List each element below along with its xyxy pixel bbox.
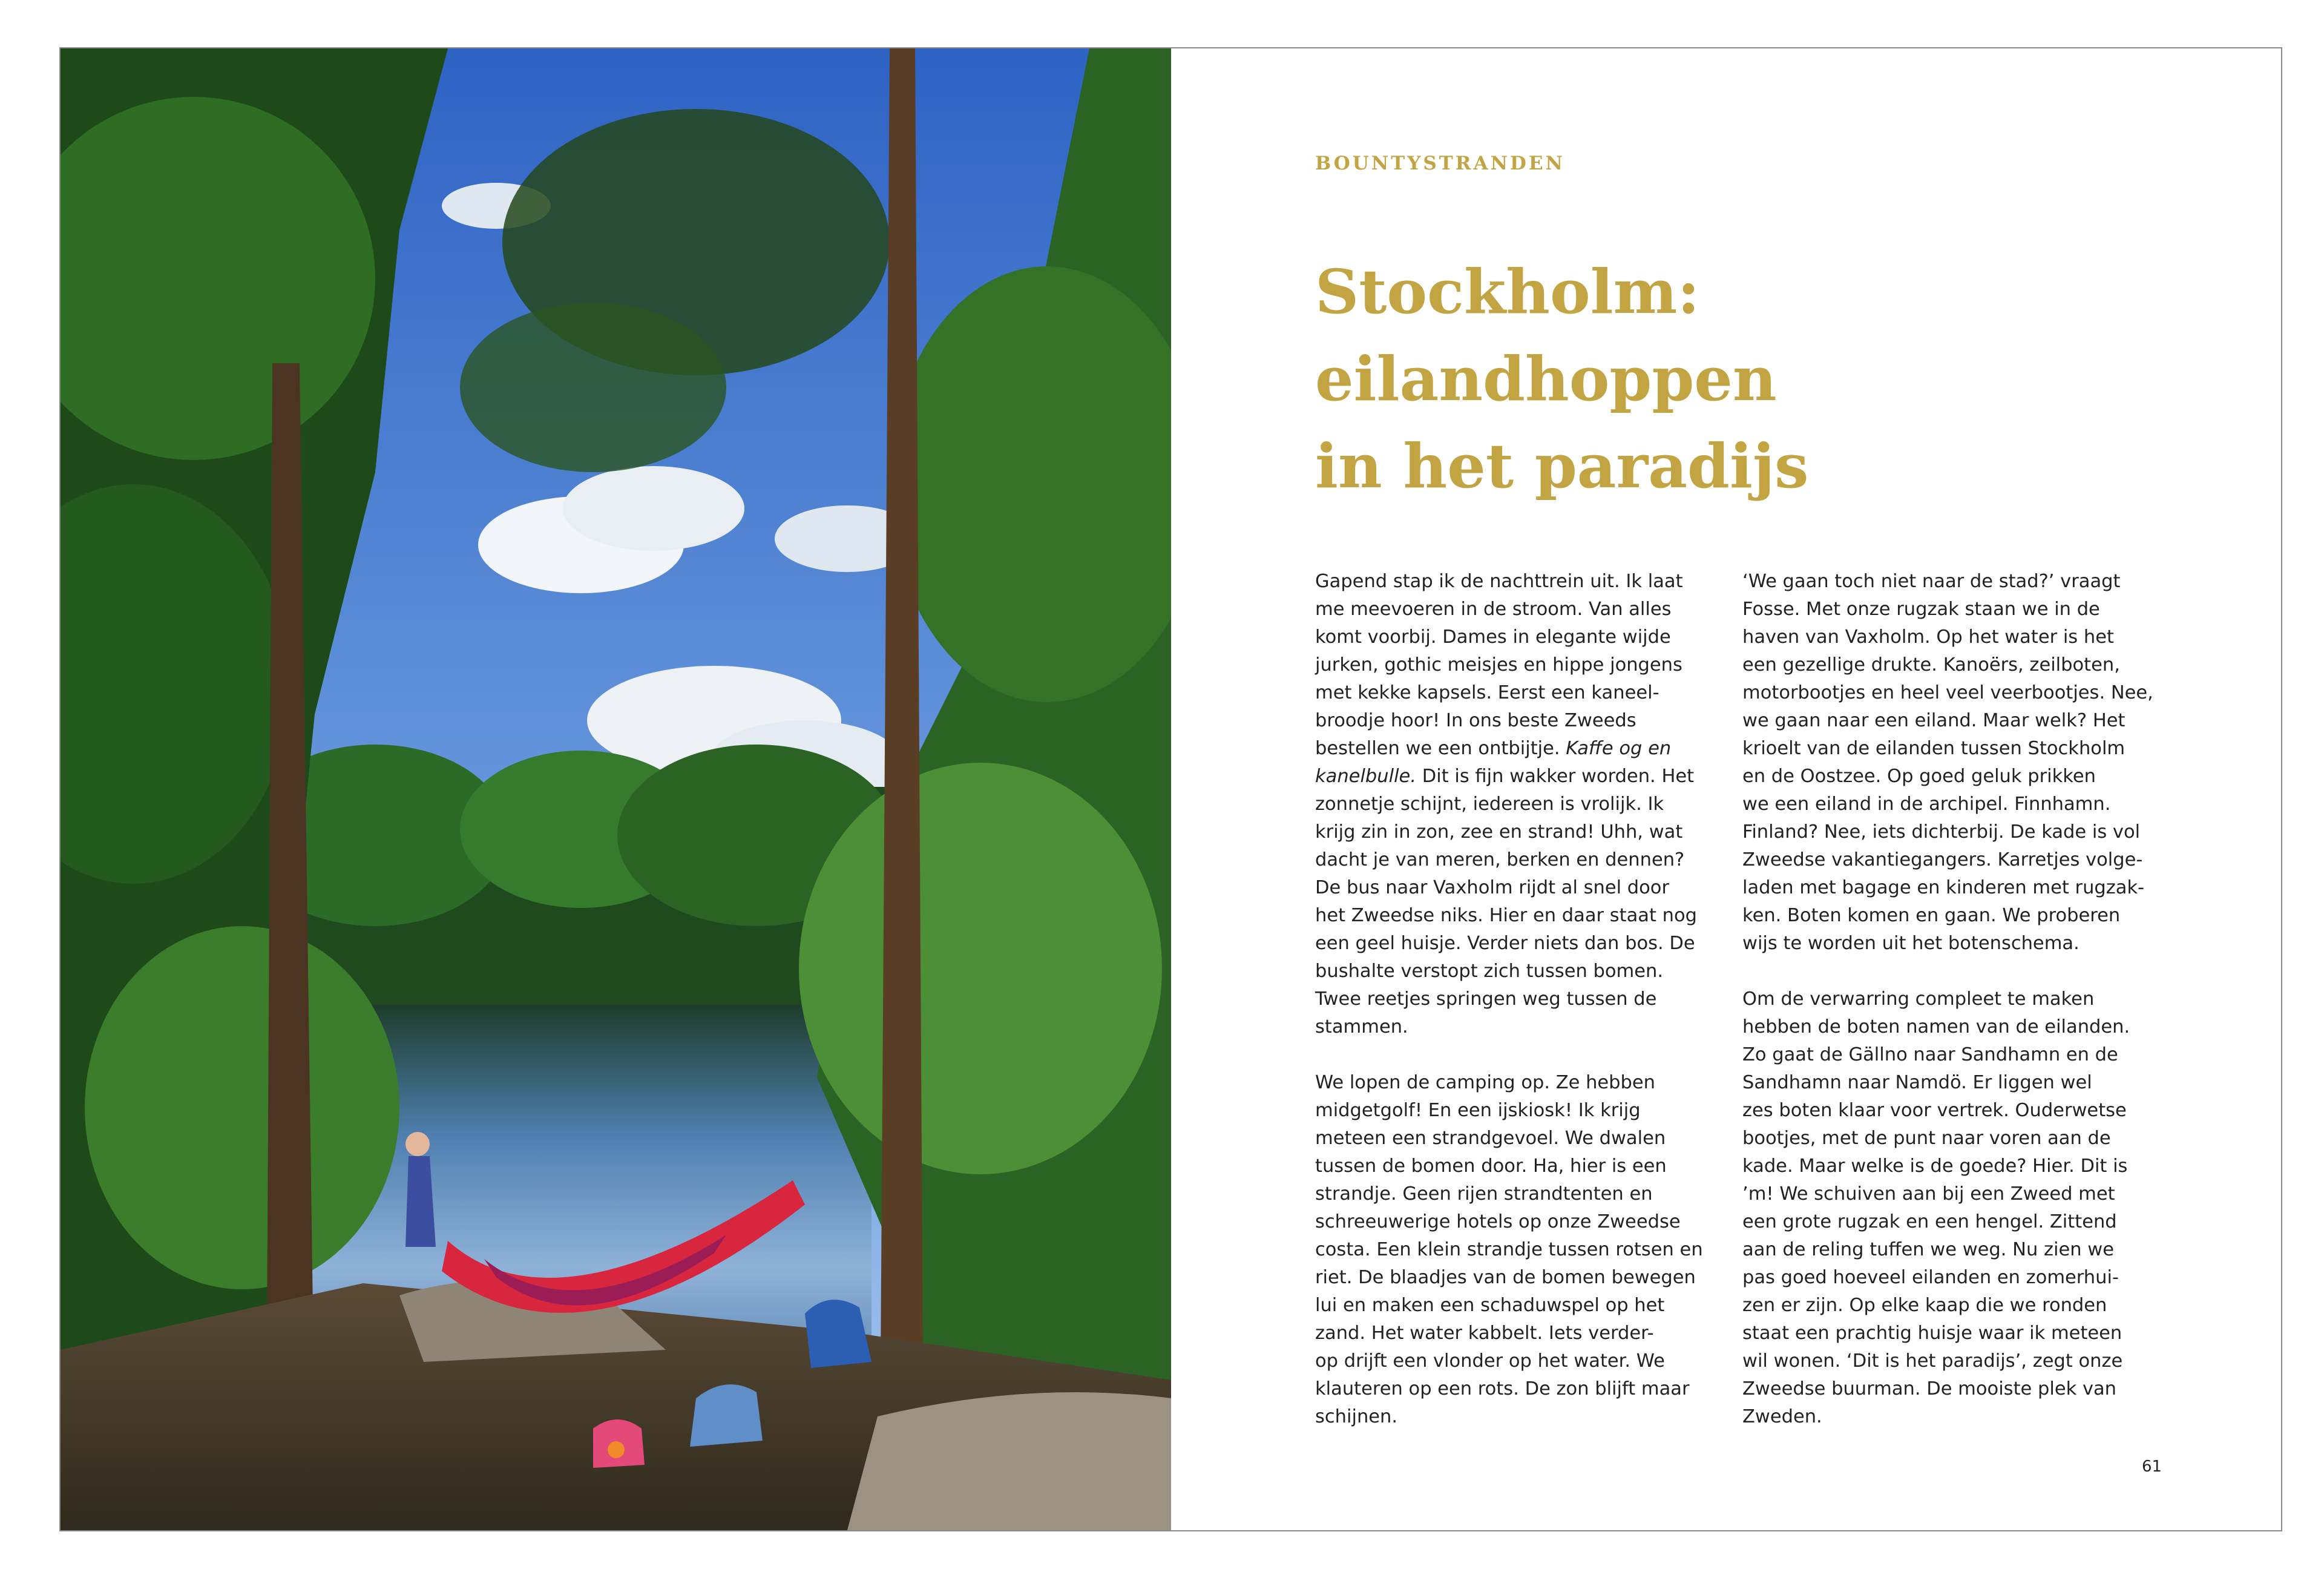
text-line: een gezellige drukte. Kanoërs, zeilboten, (1742, 654, 2120, 676)
text-line: zen er zijn. Op elke kaap die we ronden (1742, 1295, 2107, 1316)
text-line: Finland? Nee, iets dichterbij. De kade is vol (1742, 821, 2141, 843)
text-line: we een eiland in de archipel. Finnhamn. (1742, 794, 2111, 815)
forest-lake-hammock-photo (61, 48, 1171, 1530)
title-line: in het paradijs (1315, 430, 1809, 502)
text-line: komt voorbij. Dames in elegante wijde (1315, 626, 1671, 648)
paragraph (1742, 568, 2154, 958)
text-line: midgetgolf! En een ijskiosk! Ik krijg (1315, 1100, 1641, 1121)
text-segment: bestellen we een ontbijtje. (1315, 738, 1560, 759)
text-line: tussen de bomen door. Ha, hier is een (1315, 1156, 1667, 1177)
text-line: dacht je van meren, berken en dennen? (1315, 849, 1685, 870)
section-kicker: BOUNTYSTRANDEN (1315, 153, 1565, 174)
text-line: en de Oostzee. Op goed geluk prikken (1742, 766, 2096, 787)
text-segment: Dit is fijn wakker worden. Het (1422, 766, 1695, 787)
text-line: Twee reetjes springen weg tussen de (1315, 988, 1657, 1010)
text-line: ’m! We schuiven aan bij een Zweed met (1742, 1183, 2115, 1205)
text-line: meteen een strandgevoel. We dwalen (1315, 1128, 1666, 1149)
text-line: ken. Boten komen en gaan. We proberen (1742, 905, 2121, 926)
italic-phrase: Kaffe og en (1566, 738, 1672, 759)
text-line: Zo gaat de Gällno naar Sandhamn en de (1742, 1044, 2118, 1065)
text-line (1315, 735, 1727, 763)
text-line: een geel huisje. Verder niets dan bos. De (1315, 933, 1695, 954)
page-number: 61 (2142, 1458, 2162, 1476)
text-line: het Zweedse niks. Hier en daar staat nog (1315, 905, 1697, 926)
text-line: me meevoeren in de stroom. Van alles (1315, 599, 1672, 620)
text-line: kade. Maar welke is de goede? Hier. Dit is (1742, 1156, 2128, 1177)
text-line: schijnen. (1315, 1406, 1398, 1427)
text-line (1315, 763, 1727, 791)
title-line: eilandhoppen (1315, 343, 1777, 415)
text-line: pas goed hoeveel eilanden en zomerhui- (1742, 1267, 2119, 1288)
text-line: Om de verwarring compleet te maken (1742, 988, 2095, 1010)
text-line: zonnetje schijnt, iedereen is vrolijk. Ik (1315, 794, 1664, 815)
title-line: Stockholm: (1315, 256, 1700, 327)
text-line: costa. Een klein strandje tussen rotsen en (1315, 1239, 1703, 1260)
text-line: riet. De blaadjes van de bomen bewegen (1315, 1267, 1696, 1288)
text-line: krioelt van de eilanden tussen Stockholm (1742, 738, 2125, 759)
text-line: lui en maken een schaduwspel op het (1315, 1295, 1665, 1316)
text-line: haven van Vaxholm. Op het water is het (1742, 626, 2114, 648)
text-line: staat een prachtig huisje waar ik meteen (1742, 1323, 2122, 1344)
text-line: Zweedse buurman. De mooiste plek van (1742, 1378, 2117, 1399)
text-line: zand. Het water kabbelt. Iets verder- (1315, 1323, 1654, 1344)
italic-phrase: kanelbulle. (1315, 766, 1417, 787)
text-line: Fosse. Met onze rugzak staan we in de (1742, 599, 2100, 620)
paragraph (1315, 1069, 1727, 1431)
text-line: wijs te worden uit het botenschema. (1742, 933, 2079, 954)
text-line: zes boten klaar voor vertrek. Ouderwetse (1742, 1100, 2127, 1121)
paragraph (1315, 568, 1727, 1041)
text-line: met kekke kapsels. Eerst een kaneel- (1315, 682, 1659, 703)
left-column (1315, 568, 1727, 1431)
text-line: De bus naar Vaxholm rijdt al snel door (1315, 877, 1670, 898)
text-line: Gapend stap ik de nachttrein uit. Ik laat (1315, 571, 1683, 592)
text-line: een grote rugzak en een hengel. Zittend (1742, 1211, 2117, 1232)
text-line: strandje. Geen rijen strandtenten en (1315, 1183, 1653, 1205)
text-line: wil wonen. ‘Dit is het paradijs’, zegt onze (1742, 1350, 2123, 1372)
text-line: aan de reling tuffen we weg. Nu zien we (1742, 1239, 2114, 1260)
article-title (1315, 248, 2102, 510)
text-line: broodje hoor! In ons beste Zweeds (1315, 710, 1636, 731)
text-line: laden met bagage en kinderen met rugzak- (1742, 877, 2145, 898)
text-line: bootjes, met de punt naar voren aan de (1742, 1128, 2111, 1149)
text-line: stammen. (1315, 1016, 1408, 1037)
article-page (1171, 48, 2282, 1530)
text-line: we gaan naar een eiland. Maar welk? Het (1742, 710, 2125, 731)
text-line: Sandhamn naar Namdö. Er liggen wel (1742, 1072, 2092, 1093)
text-line: jurken, gothic meisjes en hippe jongens (1315, 654, 1682, 676)
book-spread (59, 47, 2282, 1531)
text-line: We lopen de camping op. Ze hebben (1315, 1072, 1656, 1093)
text-line: ‘We gaan toch niet naar de stad?’ vraagt (1742, 571, 2121, 592)
text-line: hebben de boten namen van de eilanden. (1742, 1016, 2130, 1037)
text-line: klauteren op een rots. De zon blijft maar (1315, 1378, 1690, 1399)
text-line: bushalte verstopt zich tussen bomen. (1315, 961, 1664, 982)
text-line: Zweedse vakantiegangers. Karretjes volge- (1742, 849, 2143, 870)
text-line: op drijft een vlonder op het water. We (1315, 1350, 1665, 1372)
text-line: motorbootjes en heel veel veerbootjes. Nee, (1742, 682, 2153, 703)
text-line: schreeuwerige hotels op onze Zweedse (1315, 1211, 1681, 1232)
paragraph (1742, 985, 2154, 1431)
text-line: krijg zin in zon, zee en strand! Uhh, wat (1315, 821, 1683, 843)
text-line: Zweden. (1742, 1406, 1822, 1427)
right-column (1742, 568, 2154, 1431)
